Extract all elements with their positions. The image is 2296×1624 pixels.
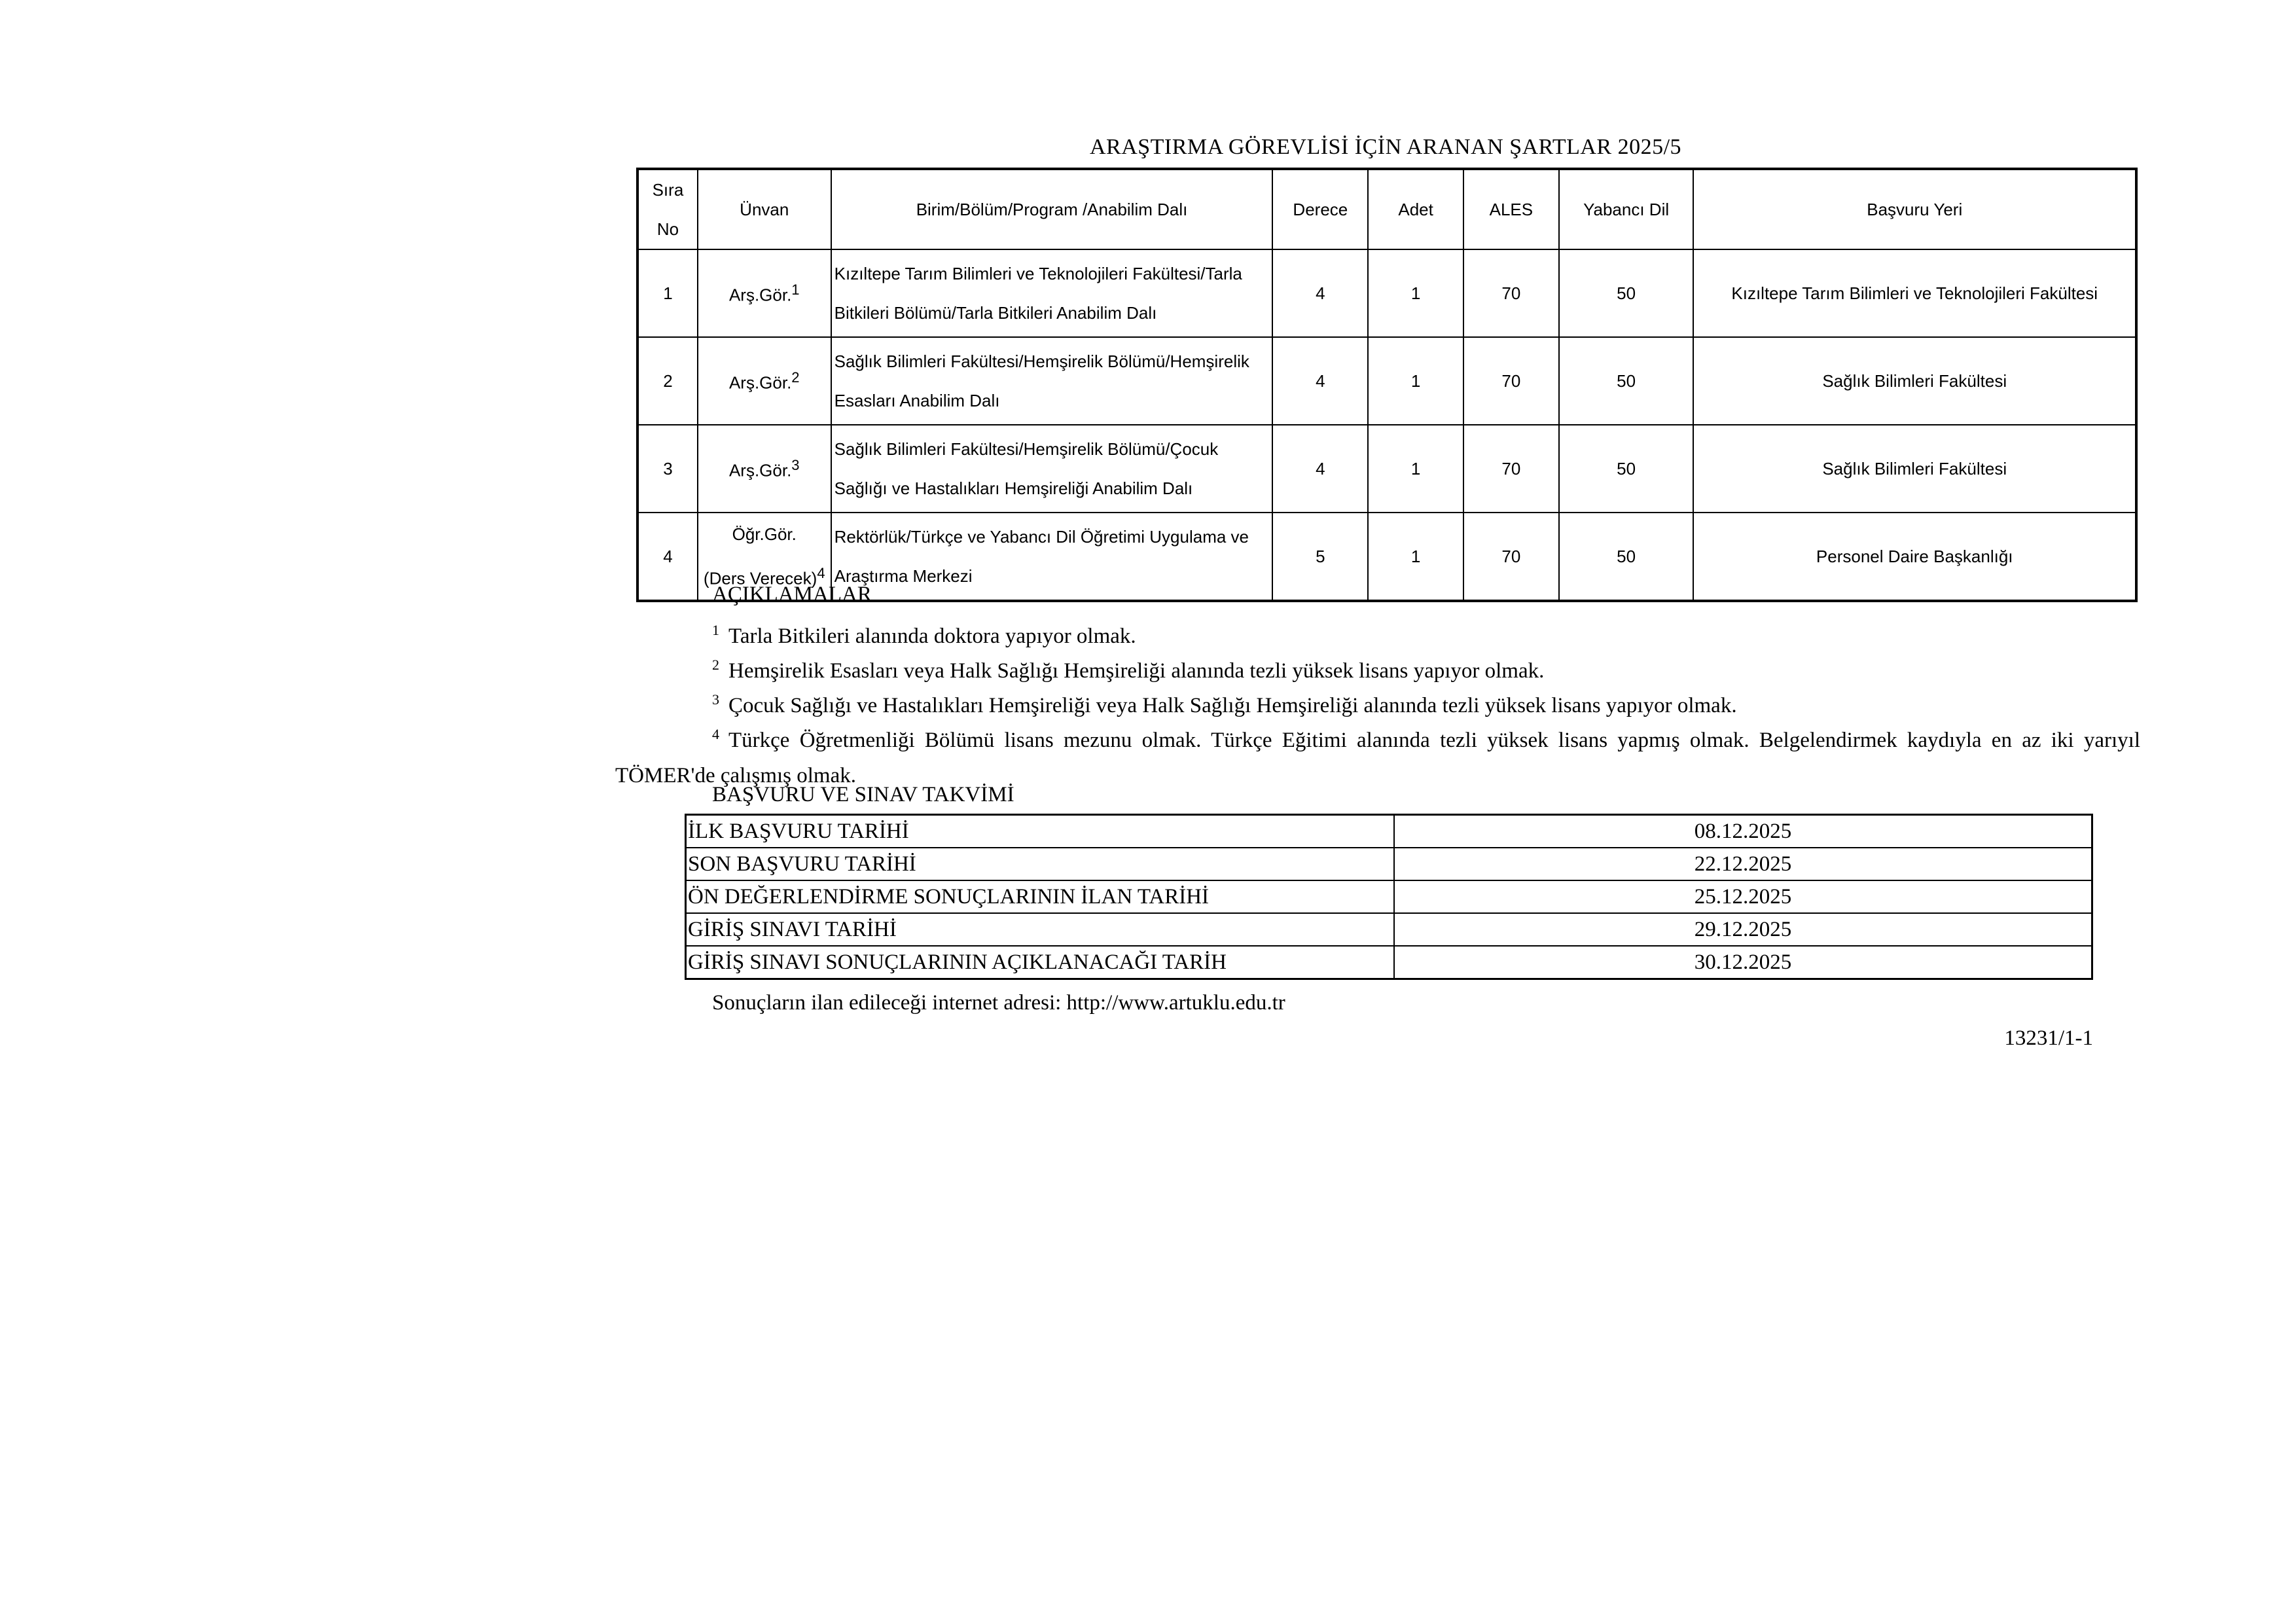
cell-birim: Sağlık Bilimleri Fakültesi/Hemşirelik Bölümü/Hemşirelik Esasları Anabilim Dalı [831, 337, 1273, 425]
header-basvuru-yeri: Başvuru Yeri [1693, 169, 2136, 249]
cell-ales: 70 [1463, 249, 1559, 337]
calendar-row [686, 946, 2092, 979]
calendar-label: GİRİŞ SINAVI TARİHİ [686, 913, 1395, 946]
cell-yabanci-dil: 50 [1559, 425, 1694, 513]
calendar-label: ÖN DEĞERLENDİRME SONUÇLARININ İLAN TARİHİ [686, 880, 1395, 913]
document-number: 13231/1-1 [2004, 1026, 2093, 1050]
calendar-date: 30.12.2025 [1394, 946, 2092, 979]
cell-adet: 1 [1368, 425, 1463, 513]
calendar-table [685, 814, 2093, 980]
cell-basvuru-yeri: Kızıltepe Tarım Bilimleri ve Teknolojileri Fakültesi [1693, 249, 2136, 337]
calendar-label: SON BAŞVURU TARİHİ [686, 848, 1395, 880]
cell-unvan: Arş.Gör.$^1$ [698, 249, 831, 337]
cell-ales: 70 [1463, 337, 1559, 425]
header-ales: ALES [1463, 169, 1559, 249]
footnote-ref: 1 [791, 281, 800, 298]
footnote-ref: 3 [791, 456, 800, 473]
cell-unvan: Öğr.Gör. (Ders Verecek)$^4$ [698, 513, 831, 601]
calendar-title: BAŞVURU VE SINAV TAKVİMİ [712, 783, 1014, 806]
results-url: Sonuçların ilan edileceği internet adresi: http://www.artuklu.edu.tr [712, 991, 1285, 1015]
header-unvan: Ünvan [698, 169, 831, 249]
note-item: $^3$ Çocuk Sağlığı ve Hastalıkları Hemşireliği veya Halk Sağlığı Hemşireliği alanında tezli yüksek lisans yapıyor olmak. [712, 691, 1737, 717]
explanations-heading: AÇIKLAMALAR [712, 583, 872, 606]
table-row [637, 425, 2136, 513]
cell-yabanci-dil: 50 [1559, 337, 1694, 425]
header-birim: Birim/Bölüm/Program /Anabilim Dalı [831, 169, 1273, 249]
explanations [615, 576, 2140, 793]
cell-derece: 5 [1272, 513, 1368, 601]
header-adet: Adet [1368, 169, 1463, 249]
cell-ales: 70 [1463, 513, 1559, 601]
calendar-row [686, 880, 2092, 913]
table-row [637, 249, 2136, 337]
cell-no: 3 [637, 425, 698, 513]
cell-birim: Rektörlük/Türkçe ve Yabancı Dil Öğretimi Uygulama ve Araştırma Merkezi [831, 513, 1273, 601]
note-item: $^2$ Hemşirelik Esasları veya Halk Sağlığı Hemşireliği alanında tezli yüksek lisans yapıyor olmak. [712, 657, 1545, 683]
cell-adet: 1 [1368, 513, 1463, 601]
calendar-row [686, 913, 2092, 946]
footnote-ref: 2 [791, 369, 800, 386]
footnote-ref: 4 [817, 565, 825, 582]
cell-unvan: Arş.Gör.$^2$ [698, 337, 831, 425]
calendar-label: İLK BAŞVURU TARİHİ [686, 815, 1395, 848]
cell-yabanci-dil: 50 [1559, 249, 1694, 337]
cell-ales: 70 [1463, 425, 1559, 513]
document-title: ARAŞTIRMA GÖREVLİSİ İÇİN ARANAN ŞARTLAR 2025/5 [1089, 135, 1682, 159]
calendar-row [686, 815, 2092, 848]
header-yabanci-dil: Yabancı Dil [1559, 169, 1694, 249]
cell-adet: 1 [1368, 337, 1463, 425]
calendar-date: 22.12.2025 [1394, 848, 2092, 880]
cell-derece: 4 [1272, 337, 1368, 425]
cell-basvuru-yeri: Personel Daire Başkanlığı [1693, 513, 2136, 601]
note-item: $^1$ Tarla Bitkileri alanında doktora yapıyor olmak. [712, 622, 1136, 648]
cell-yabanci-dil: 50 [1559, 513, 1694, 601]
cell-birim: Kızıltepe Tarım Bilimleri ve Teknolojileri Fakültesi/Tarla Bitkileri Bölümü/Tarla Bitkileri Anabilim Dalı [831, 249, 1273, 337]
cell-basvuru-yeri: Sağlık Bilimleri Fakültesi [1693, 425, 2136, 513]
cell-derece: 4 [1272, 249, 1368, 337]
calendar-date: 29.12.2025 [1394, 913, 2092, 946]
cell-no: 1 [637, 249, 698, 337]
header-derece: Derece [1272, 169, 1368, 249]
calendar-row [686, 848, 2092, 880]
calendar-date: 08.12.2025 [1394, 815, 2092, 848]
header-sira: Sıra No [637, 169, 698, 249]
table-header-row [637, 169, 2136, 249]
cell-unvan: Arş.Gör.$^3$ [698, 425, 831, 513]
cell-basvuru-yeri: Sağlık Bilimleri Fakültesi [1693, 337, 2136, 425]
cell-no: 4 [637, 513, 698, 601]
note-item: $^4$ Türkçe Öğretmenliği Bölümü lisans mezunu olmak. Türkçe Eğitimi alanında tezli yüksek lisans yapmış olmak. Belgelendirmek kaydıyla en az iki yarıyıl TÖMER'de çalışmış olmak. [615, 726, 2140, 787]
calendar-label: GİRİŞ SINAVI SONUÇLARININ AÇIKLANACAĞI TARİH [686, 946, 1395, 979]
cell-adet: 1 [1368, 249, 1463, 337]
cell-birim: Sağlık Bilimleri Fakültesi/Hemşirelik Bölümü/Çocuk Sağlığı ve Hastalıkları Hemşireliği Anabilim Dalı [831, 425, 1273, 513]
cell-derece: 4 [1272, 425, 1368, 513]
table-row [637, 337, 2136, 425]
requirements-table [636, 168, 2138, 602]
calendar-date: 25.12.2025 [1394, 880, 2092, 913]
cell-no: 2 [637, 337, 698, 425]
